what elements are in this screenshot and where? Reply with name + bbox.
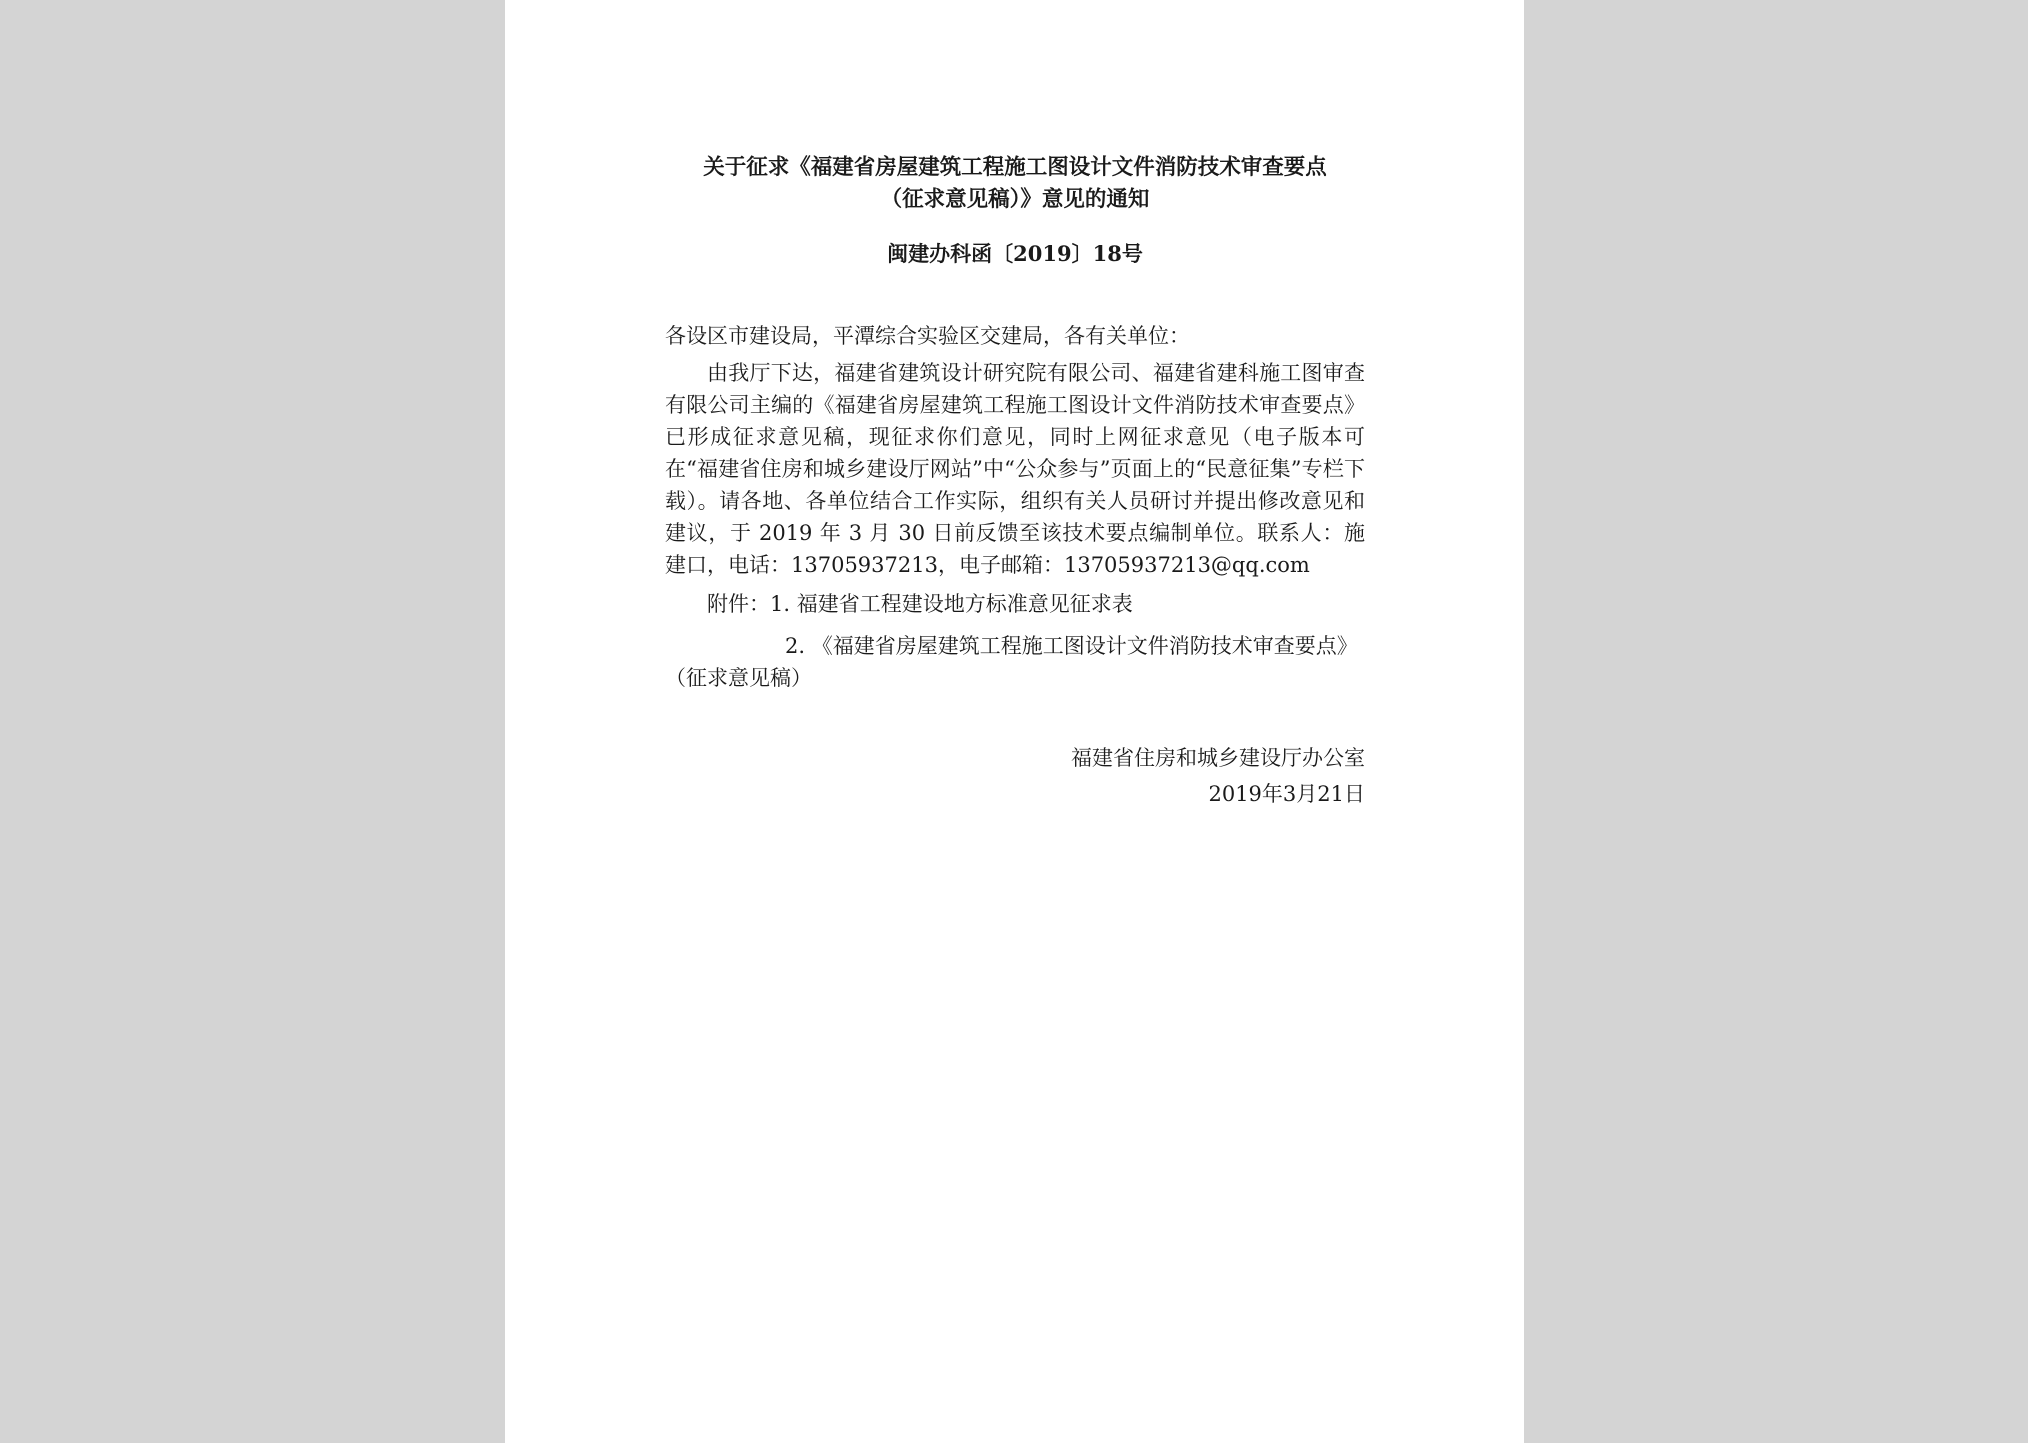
attachments xyxy=(665,588,1365,694)
document-content xyxy=(665,152,1365,814)
salutation: 各设区市建设局，平潭综合实验区交建局，各有关单位： xyxy=(665,324,1190,348)
attachment-item-1: 附件：1. 福建省工程建设地方标准意见征求表 xyxy=(707,592,1133,616)
document-title-line-2: （征求意见稿）》意见的通知 xyxy=(880,187,1150,212)
document-number: 闽建办科函〔2019〕18号 xyxy=(887,241,1143,266)
body-paragraph: 由我厅下达，福建省建筑设计研究院有限公司、福建省建科施工图审查有限公司主编的《福建省房屋建筑工程施工图设计文件消防技术审查要点》已形成征求意见稿，现征求你们意见，同时上网征求意见（电子版本可在“福建省住房和城乡建设厅网站”中“公众参与”页面上的“民意征集”专栏下载）。请各地、各单位结合工作实际，组织有关人员研讨并提出修改意见和建议，于 2019 年 3 月 30 日前反馈至该技术要点编制单位。联系人：施建口，电话：13705937213，电子邮箱：13705937213@qq.com xyxy=(665,361,1365,577)
attachment-item-2: 2. 《福建省房屋建筑工程施工图设计文件消防技术审查要点》（征求意见稿） xyxy=(665,634,1358,690)
document-page xyxy=(505,0,1524,1443)
signoff xyxy=(665,742,1365,810)
issuer: 福建省住房和城乡建设厅办公室 xyxy=(1071,746,1365,770)
document-title-line-1: 关于征求《福建省房屋建筑工程施工图设计文件消防技术审查要点 xyxy=(703,155,1327,180)
issue-date: 2019年3月21日 xyxy=(1208,782,1365,806)
